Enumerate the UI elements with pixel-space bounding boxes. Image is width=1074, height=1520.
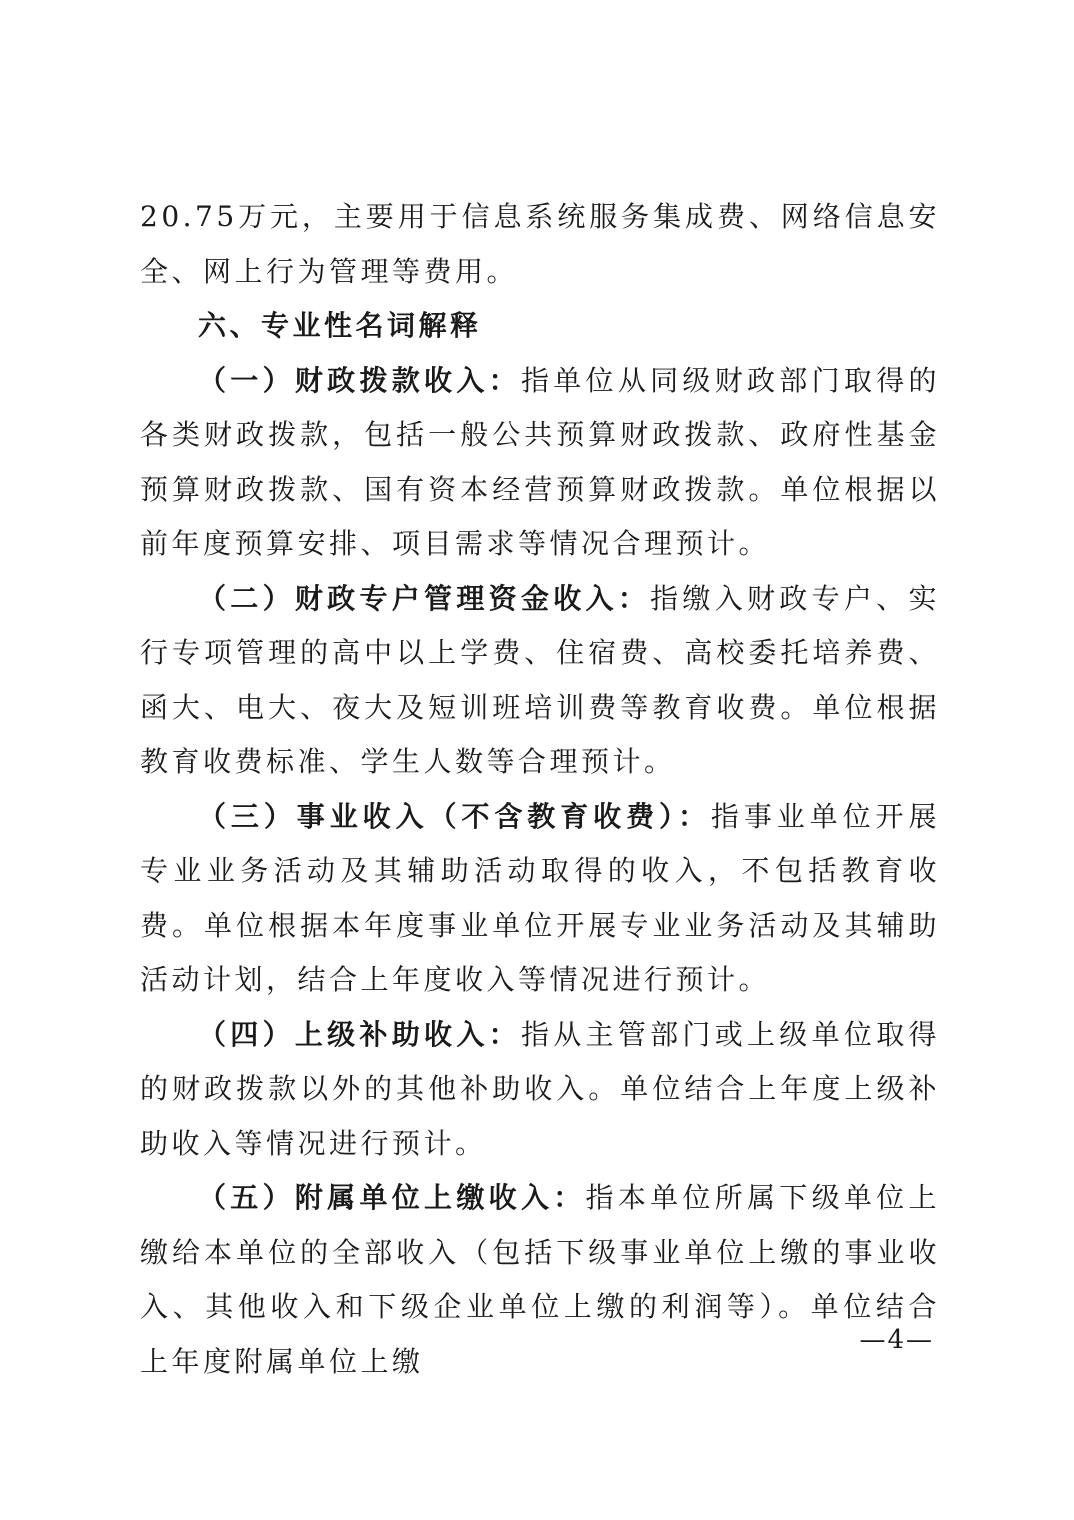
term-definition: 指单位从同级财政部门取得的各类财政拨款，包括一般公共预算财政拨款、政府性基金预算财政拨款、国有资本经营预算财政拨款。单位根据以前年度预算安排、项目需求等情况合理预计。 [140,363,940,560]
term-title: （四）上级补助收入： [198,1017,521,1051]
page-number: —4— [859,1325,934,1355]
term-definition: 指事业单位开展专业业务活动及其辅助活动取得的收入，不包括教育收费。单位根据本年度事业单位开展专业业务活动及其辅助活动计划，结合上年度收入等情况进行预计。 [140,799,940,996]
term-definition: 指缴入财政专户、实行专项管理的高中以上学费、住宿费、高校委托培养费、函大、电大、夜大及短训班培训费等教育收费。单位根据教育收费标准、学生人数等合理预计。 [140,581,940,778]
document-body [140,190,940,1389]
term-definition: 指从主管部门或上级单位取得的财政拨款以外的其他补助收入。单位结合上年度上级补助收入等情况进行预计。 [140,1017,940,1160]
term-paragraph-2 [140,572,940,790]
term-paragraph-5 [140,1171,940,1389]
term-title: （二）财政专户管理资金收入： [198,581,651,615]
term-title: （三）事业收入（不含教育收费）： [198,799,711,833]
term-definition: 指本单位所属下级单位上缴给本单位的全部收入（包括下级事业单位上缴的事业收入、其他收入和下级企业单位上缴的利润等）。单位结合上年度附属单位上缴 [140,1181,940,1378]
term-title: （一）财政拨款收入： [198,363,521,397]
continuation-paragraph: 20.75万元，主要用于信息系统服务集成费、网络信息安全、网上行为管理等费用。 [140,200,940,288]
term-title: （五）附属单位上缴收入： [198,1181,586,1214]
term-paragraph-1 [140,354,940,572]
section-heading: 六、专业性名词解释 [198,309,482,342]
term-paragraph-4 [140,1008,940,1172]
term-paragraph-3 [140,790,940,1008]
